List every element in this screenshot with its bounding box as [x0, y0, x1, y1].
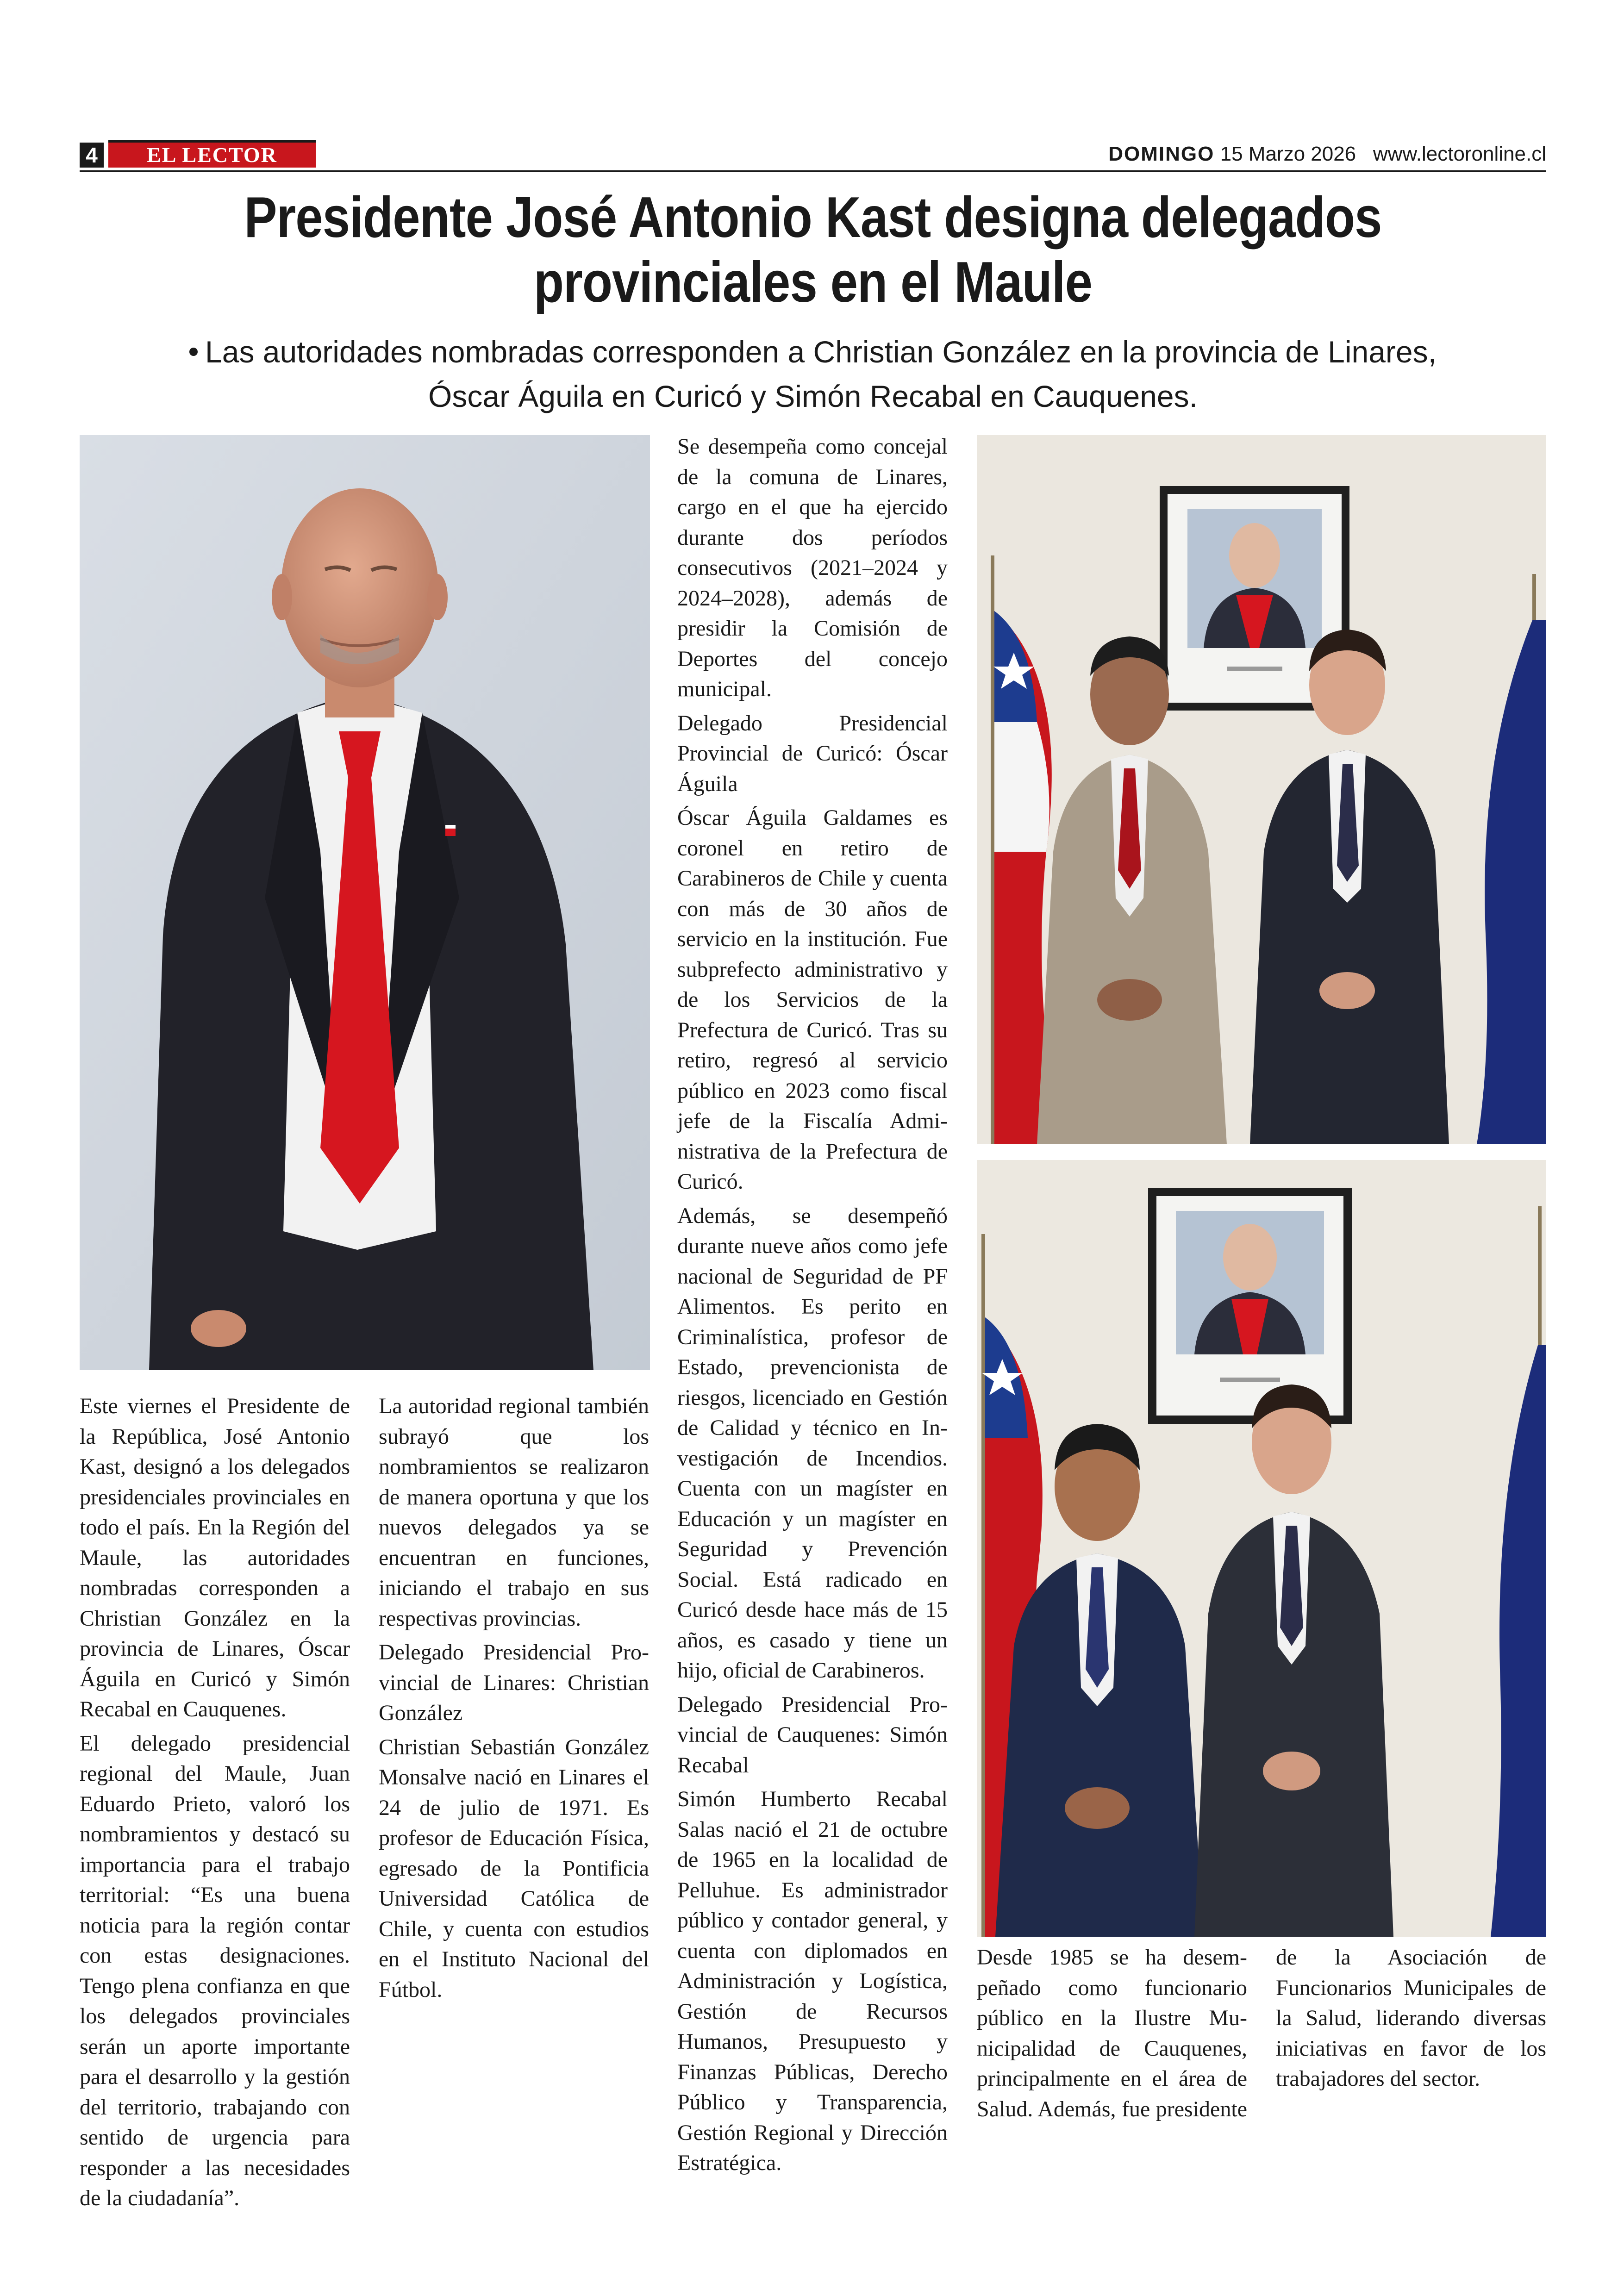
text-column-1: [80, 1391, 350, 2214]
page-number: 4: [80, 143, 104, 168]
bullet-icon: [189, 348, 198, 356]
paragraph-gonzalez-bio: Christian Sebastián González Monsalve nació en Linares el 24 de julio de 1971. Es profesor de Educación Física, egresado de la Pontificia Universidad Católica de Chile, y cuenta con estudios en el Instituto Nacional del Fútbol.: [379, 1734, 649, 2002]
paragraph-intro: Este viernes el Presidente de la República, José Antonio Kast, designó a los delegados presidenciales provinciales en todo el país. En la Región del Maule, las autoridades nombradas corresponden a Christian González en la provincia de Linares, Óscar Águila en Curicó y Simón Recabal en Cauquenes.: [80, 1394, 350, 1721]
paragraph-quote: El delegado presidencial regional del Maule, Juan Eduardo Prieto, valoró los nombramientos y destacó su importancia para el trabajo territorial: “Es una buena noticia para la región contar con estas designaciones. Tengo plena confianza en que los delegados provinciales serán un aporte importante para el desarrollo y la gestión del territorio, trabajando con sentido de urgencia para responder a las necesidades de la ciudadanía”.: [80, 1731, 350, 2210]
photo-christian-gonzalez: [80, 435, 650, 1370]
deck-line-1: Las autoridades nombradas corresponden a Christian González en la provincia de Linares,: [205, 335, 1437, 369]
article-headline: [182, 185, 1443, 315]
headline-line-1: Presidente José Antonio Kast designa delegados: [244, 186, 1382, 249]
paragraph-aguila-bio: Óscar Águila Galdames es coronel en retiro de Carabineros de Chile y cuenta con más de 30 años de servicio en la institución. Fue subprefecto administrativo y de los Servicios de la Prefectura de Curicó. Tras su retiro, regresó al servicio público en 2023 como fiscal jefe de la Fiscalía Administrativa de la Prefectura de Curicó.: [677, 805, 948, 1194]
text-column-3: [677, 431, 948, 2182]
text-column-2: [379, 1391, 649, 2008]
header-divider: [80, 170, 1546, 172]
paragraph-regional-authority: La autoridad regional también subrayó que los nombramientos se realizaron de manera oportuna y que los nuevos delegados ya se encuentran en funciones, iniciando el trabajo en sus respectivas provincias.: [379, 1394, 649, 1631]
photo-simon-recabal: [977, 1160, 1546, 1937]
paragraph-gonzalez-concejal: Se desempeña como concejal de la comuna de Linares, cargo en el que ha ejercido durante dos períodos consecutivos (2021–2024 y 2024–2028), además de presidir la Comisión de Deportes del concejo municipal.: [677, 434, 948, 701]
text-column-4: [977, 1942, 1546, 2124]
subhead-curico: Delegado Presidencial Provincial de Curicó: Óscar Águila: [677, 711, 948, 796]
website-link[interactable]: www.lectoronline.cl: [1373, 143, 1546, 165]
headline-line-2: provinciales en el Maule: [533, 250, 1093, 314]
deck-line-2: Óscar Águila en Curicó y Simón Recabal en Cauquenes.: [428, 379, 1198, 413]
article-deck: [80, 330, 1546, 418]
subhead-cauquenes: Delegado Presidencial Provincial de Cauquenes: Simón Recabal: [677, 1692, 948, 1777]
paragraph-recabal-career: Desde 1985 se ha desempeñado como funcionario público en la Ilustre Municipalidad de Cauquenes, principalmente en el área de Salud. Además, fue presidente de la Asociación de Funcionarios Municipales de la Salud, liderando diversas iniciativas en favor de los trabajadores del sector.: [977, 1945, 1546, 2121]
subhead-linares: Delegado Presidencial Provincial de Linares: Christian González: [379, 1640, 649, 1725]
paragraph-aguila-career: Además, se desempeñó durante nueve años como jefe nacional de Seguridad de PF Alimentos. Es perito en Criminalística, profesor de Estado, prevencionista de riesgos, licenciado en Gestión de Calidad y técnico en Investigación de Incendios. Cuenta con un magíster en Educación y un magíster en Seguridad y Prevención Social. Está radicado en Curicó desde hace más de 15 años, es casado y tiene un hijo, oficial de Carabineros.: [677, 1203, 948, 1683]
issue-date: 15 Marzo 2026: [1220, 143, 1356, 165]
issue-day: DOMINGO: [1108, 143, 1215, 165]
newspaper-logo: EL LECTOR: [108, 143, 316, 168]
issue-info: [1108, 139, 1546, 169]
photo-oscar-aguila: [977, 435, 1546, 1144]
paragraph-recabal-bio: Simón Humberto Recabal Salas nació el 21 de octubre de 1965 en la localidad de Pelluhue. Es administrador público y contador general, y cuenta con diplomados en Administración y Logística, Gestión de Recursos Humanos, Presupuesto y Finanzas Públicas, Derecho Público y Transparencia, Gestión Regional y Dirección Estratégica.: [677, 1787, 948, 2175]
page-header: [80, 139, 1546, 169]
